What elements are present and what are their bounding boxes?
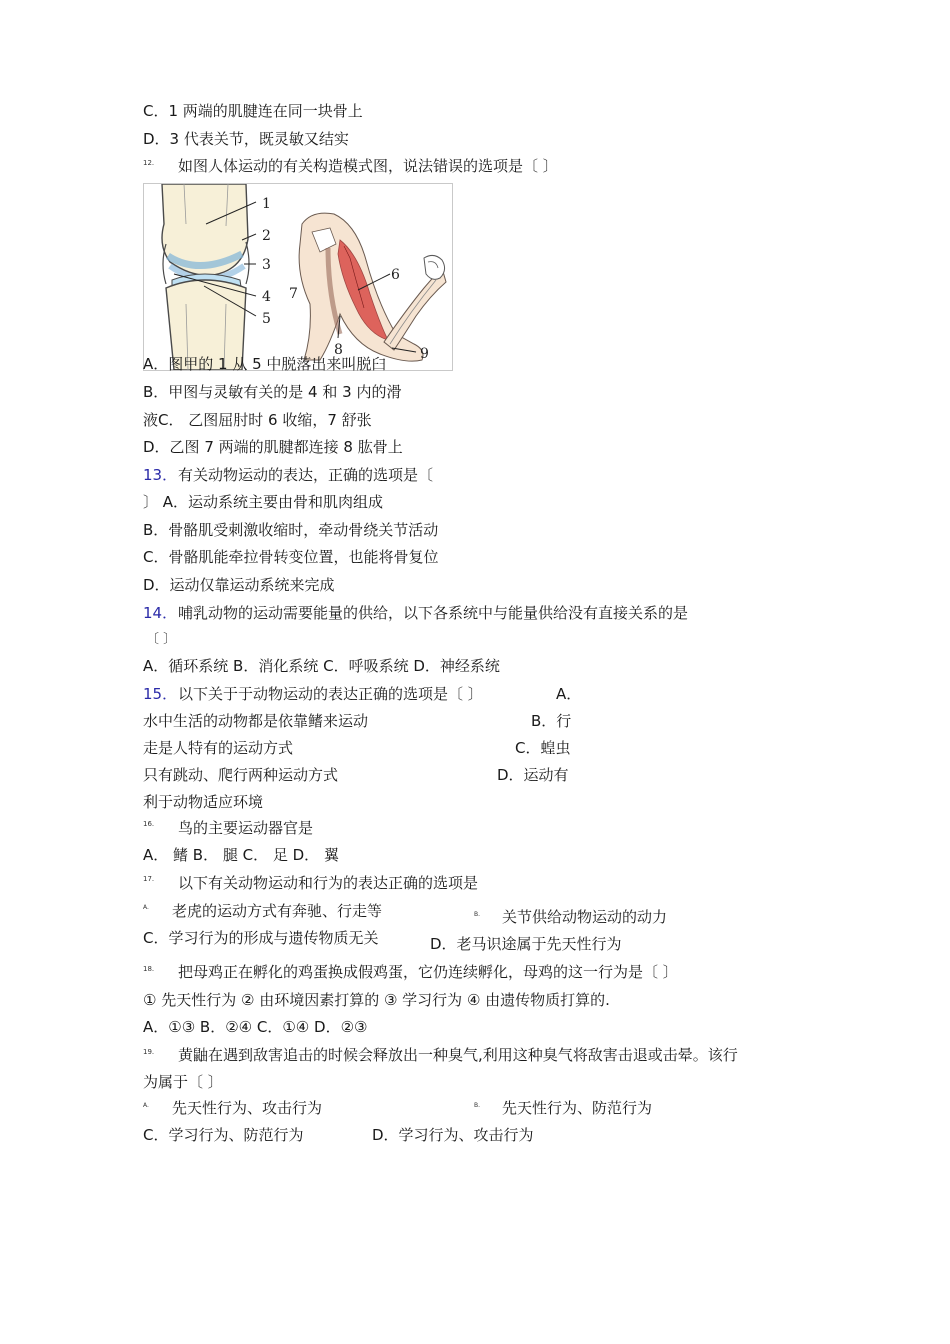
knee-label-1: 1	[262, 196, 271, 212]
q12-option-d: D．乙图 7 两端的肌腱都连接 8 肱骨上	[143, 438, 403, 456]
knee-joint-drawing	[162, 184, 271, 370]
q16-number: 16.	[143, 820, 155, 828]
q17-stem: 以下有关动物运动和行为的表达正确的选项是	[178, 874, 479, 892]
q17-b-mark: B.	[474, 911, 481, 918]
q13-number: 13．	[143, 466, 178, 484]
q17-option-c: C．学习行为的形成与遗传物质无关	[143, 929, 379, 947]
q12-figure	[143, 183, 453, 371]
q17-a-mark: A.	[143, 904, 149, 911]
q17-option-d: D．老马识途属于先天性行为	[430, 935, 622, 953]
knee-label-4: 4	[262, 289, 271, 305]
q19-stem: 黄鼬在遇到敌害追击的时候会释放出一种臭气,利用这种臭气将敌害击退或击晕。该行	[178, 1046, 738, 1064]
q13-option-a: 〕 A．运动系统主要由骨和肌肉组成	[143, 493, 384, 511]
q18-stem: 把母鸡正在孵化的鸡蛋换成假鸡蛋，它仍连续孵化，母鸡的这一行为是〔 〕	[178, 963, 678, 981]
q15-number: 15．	[143, 685, 178, 703]
q19-b-mark: B.	[474, 1102, 481, 1109]
q14-number: 14．	[143, 604, 178, 622]
arm-label-6: 6	[391, 267, 400, 283]
q15-line-2: 水中生活的动物都是依靠鳍来运动	[143, 712, 369, 730]
q16-stem: 鸟的主要运动器官是	[178, 819, 314, 837]
arm-label-9: 9	[420, 346, 429, 362]
q17-option-a: 老虎的运动方式有奔驰、行走等	[172, 902, 383, 920]
q12-number: 12.	[143, 159, 155, 167]
q14-stem: 哺乳动物的运动需要能量的供给，以下各系统中与能量供给没有直接关系的是	[178, 604, 689, 622]
q19-stem-cont: 为属于〔 〕	[143, 1073, 223, 1091]
q15-line-2-right: B．行	[531, 712, 572, 730]
q17-option-b: 关节供给动物运动的动力	[502, 908, 668, 926]
joint-and-arm-diagram	[144, 184, 452, 370]
q12-option-b: B．甲图与灵敏有关的是 4 和 3 内的滑	[143, 383, 402, 401]
q19-option-c: C．学习行为、防范行为	[143, 1126, 304, 1144]
knee-label-5: 5	[262, 311, 271, 327]
q16-options: A． 鳍 B． 腿 C． 足 D． 翼	[143, 846, 339, 864]
q15-line-3-right: C．蝗虫	[515, 739, 571, 757]
q15-line-1: 以下关于于动物运动的表达正确的选项是〔 〕	[178, 685, 483, 703]
q18-items: ① 先天性行为 ② 由环境因素打算的 ③ 学习行为 ④ 由遗传物质打算的.	[143, 991, 610, 1009]
q12-stem: 如图人体运动的有关构造模式图，说法错误的选项是〔 〕	[178, 157, 558, 175]
knee-label-2: 2	[262, 228, 271, 244]
q13-option-c: C．骨骼肌能牵拉骨转变位置，也能将骨复位	[143, 548, 439, 566]
q15-line-4-right: D．运动有	[497, 766, 569, 784]
q12-option-a: A．图甲的 1 从 5 中脱落出来叫脱臼	[143, 355, 387, 373]
q19-option-d: D．学习行为、攻击行为	[372, 1126, 534, 1144]
q14-answer-paren: 〔 〕	[146, 632, 177, 647]
q14-options: A．循环系统 B．消化系统 C．呼吸系统 D．神经系统	[143, 657, 500, 675]
arm-drawing	[289, 213, 446, 362]
q19-option-a: 先天性行为、攻击行为	[172, 1099, 323, 1117]
q19-number: 19.	[143, 1048, 155, 1056]
q15-line-4: 只有跳动、爬行两种运动方式	[143, 766, 339, 784]
knee-label-3: 3	[262, 257, 271, 273]
q15-line-5: 利于动物适应环境	[143, 793, 264, 811]
arm-label-7: 7	[289, 286, 298, 302]
q17-number: 17.	[143, 875, 155, 883]
q19-a-mark: A.	[143, 1102, 149, 1109]
q11-option-c: C．1 两端的肌腱连在同一块骨上	[143, 102, 363, 120]
q15-line-3: 走是人特有的运动方式	[143, 739, 294, 757]
q13-stem: 有关动物运动的表达，正确的选项是〔	[178, 466, 434, 484]
q18-number: 18.	[143, 965, 155, 973]
q13-option-b: B．骨骼肌受刺激收缩时，牵动骨绕关节活动	[143, 521, 439, 539]
q12-option-b-cont: 液C． 乙图屈肘时 6 收缩，7 舒张	[143, 411, 372, 429]
q18-options: A．①③ B．②④ C．①④ D．②③	[143, 1018, 368, 1036]
q11-option-d: D．3 代表关节，既灵敏又结实	[143, 130, 349, 148]
q13-option-d: D．运动仅靠运动系统来完成	[143, 576, 335, 594]
q15-line-1-right: A．	[556, 685, 582, 703]
arm-label-8: 8	[334, 342, 343, 358]
q19-option-b: 先天性行为、防范行为	[502, 1099, 653, 1117]
